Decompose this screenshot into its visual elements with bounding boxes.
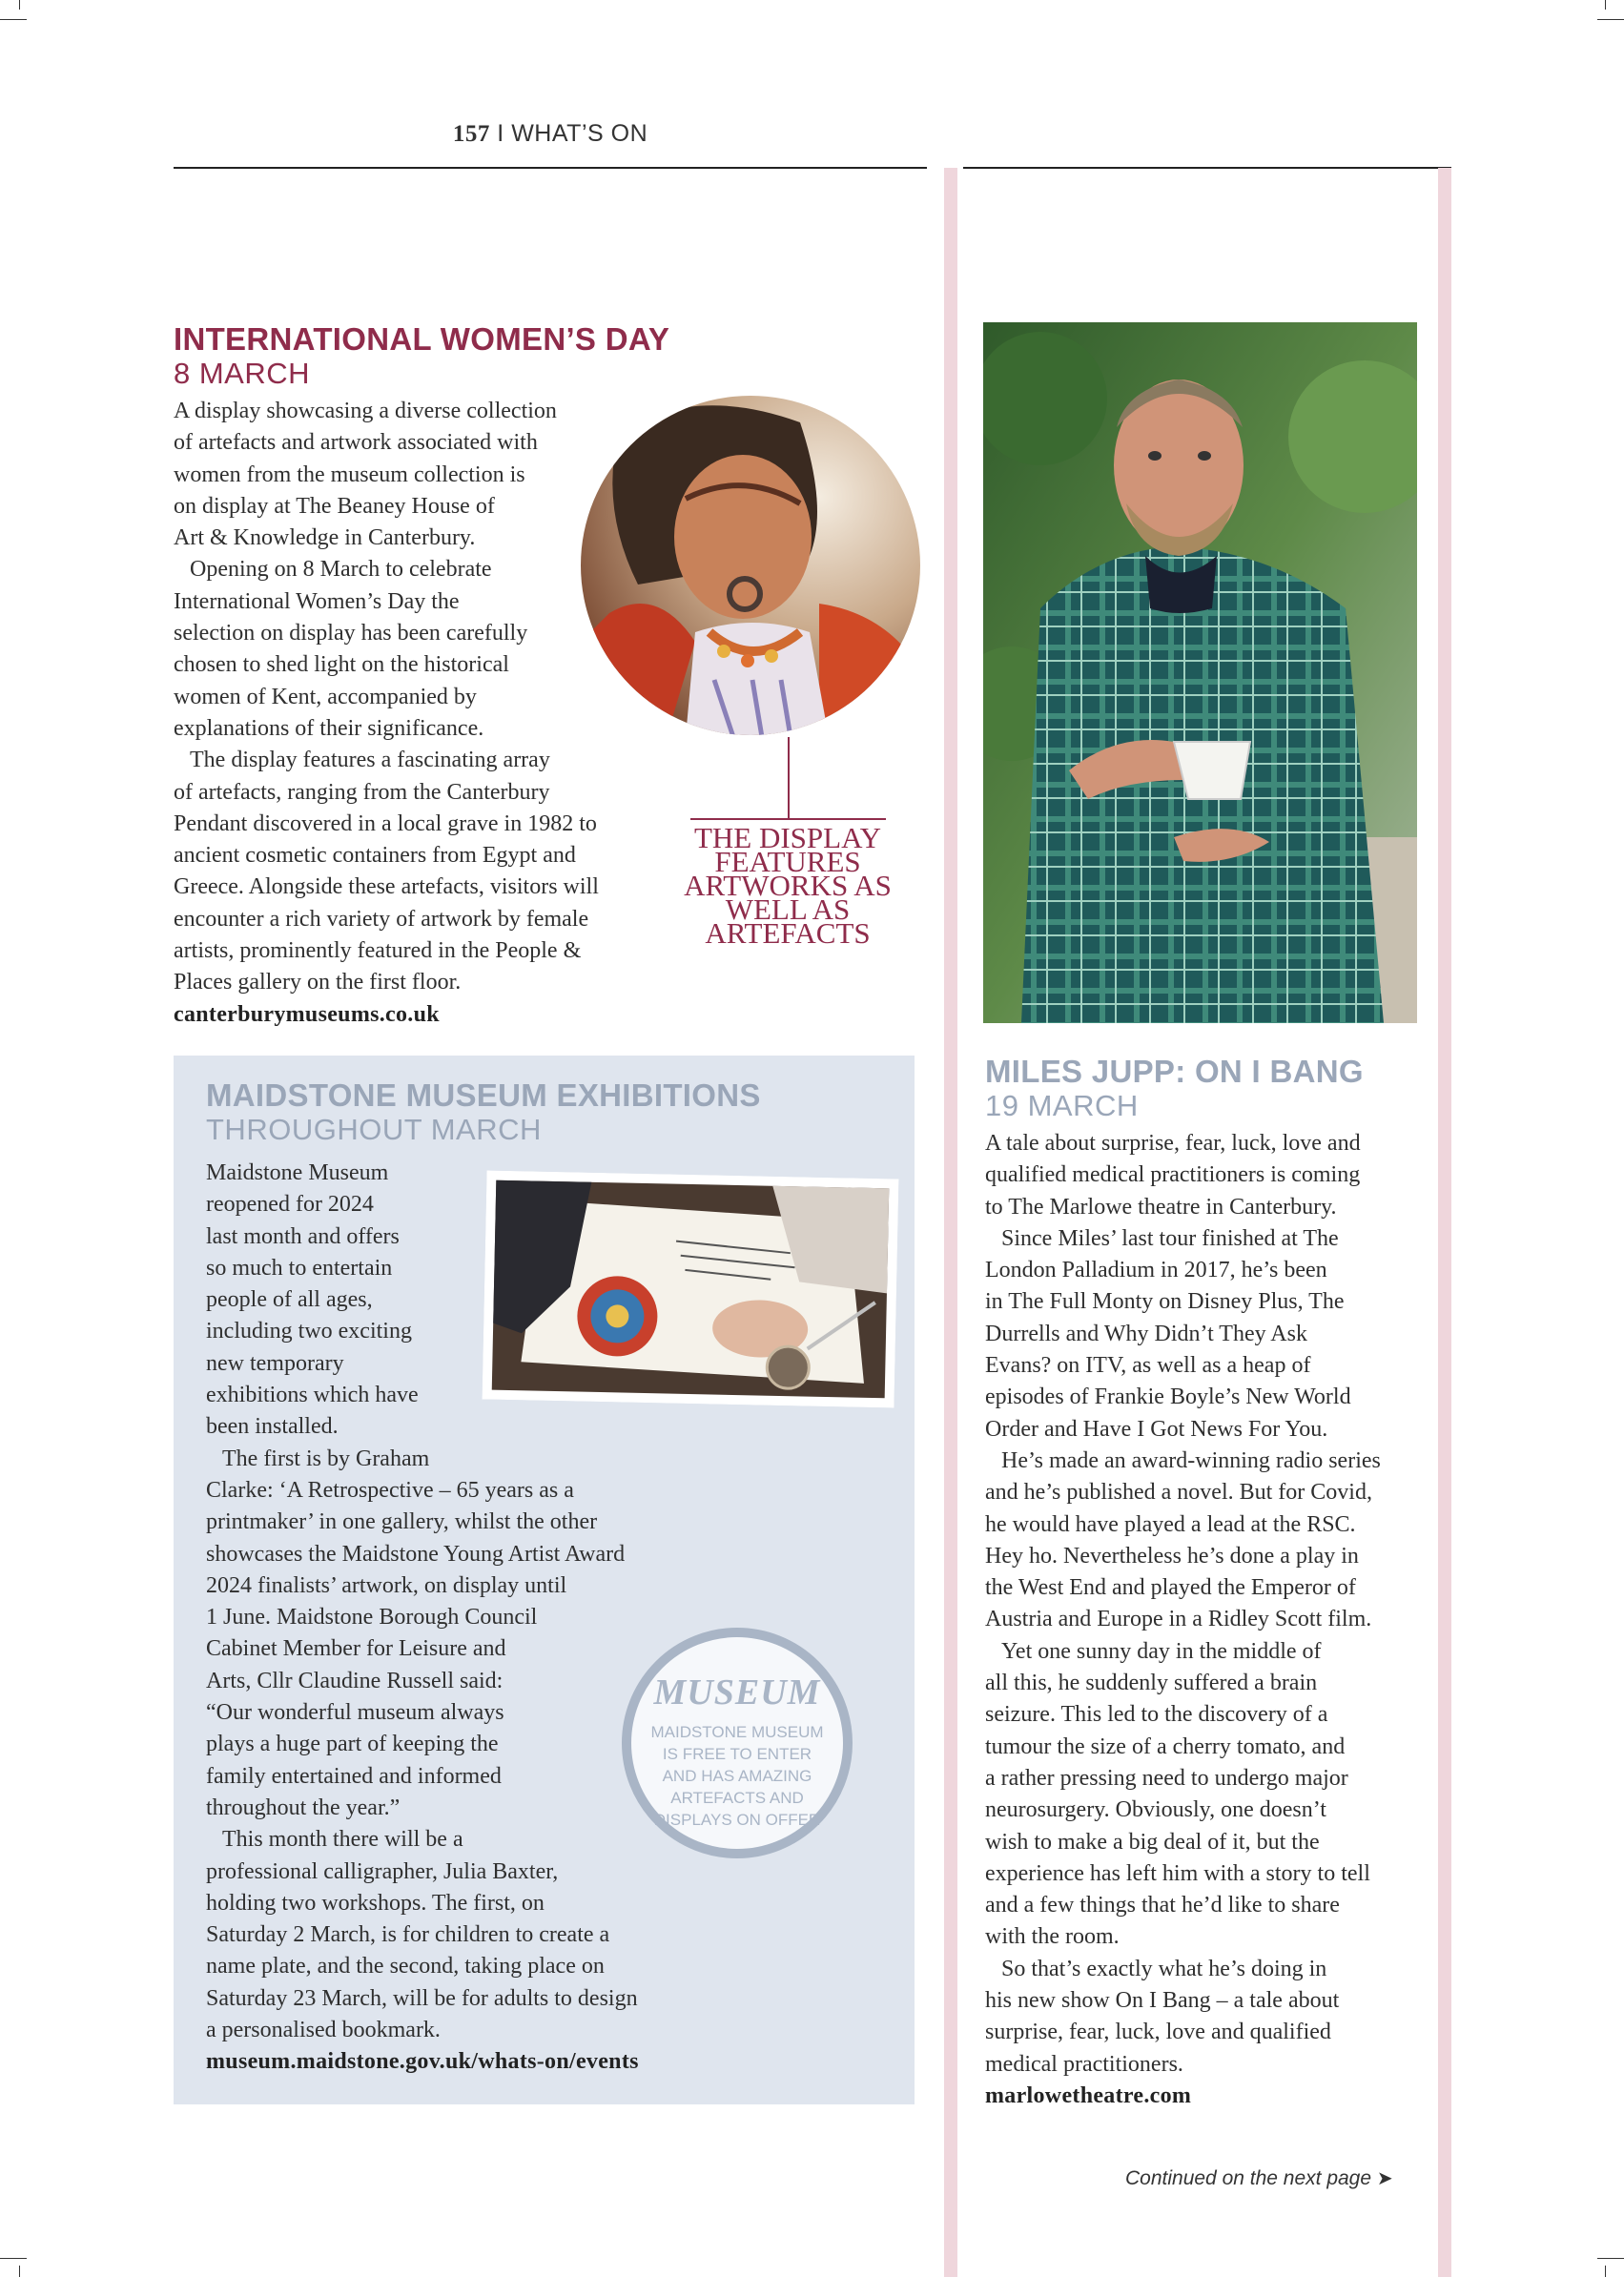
text-line: Arts, Cllr Claudine Russell said: [206, 1668, 504, 1693]
arrow-right-icon: ➤ [1376, 2168, 1393, 2189]
text-line: people of all ages, [206, 1287, 373, 1313]
text-line: new temporary [206, 1350, 344, 1376]
text-line: Places gallery on the first floor. [174, 970, 462, 995]
text-line: name plate, and the second, taking place on [206, 1954, 605, 1980]
crop-mark [0, 19, 27, 20]
text-line: in The Full Monty on Disney Plus, The [985, 1289, 1345, 1315]
text-line: plays a huge part of keeping the [206, 1732, 499, 1757]
text-line: Austria and Europe in a Ridley Scott film. [985, 1607, 1372, 1632]
crop-mark [1605, 2266, 1606, 2277]
text-line: selection on display has been carefully [174, 621, 528, 646]
text-line: ancient cosmetic containers from Egypt and [174, 843, 576, 869]
miles-heading [985, 1054, 1364, 1122]
painting-image [581, 394, 921, 737]
text-line: explanations of their significance. [174, 715, 484, 741]
text-line: A display showcasing a diverse collection [174, 399, 557, 423]
text-line: Clarke: ‘A Retrospective – 65 years as a [206, 1477, 574, 1503]
iwd-title: INTERNATIONAL WOMEN’S DAY [174, 321, 670, 357]
crop-mark [1597, 19, 1624, 20]
text-line: Greece. Alongside these artefacts, visitors will [174, 874, 599, 900]
text-line: Evans? on ITV, as well as a heap of [985, 1353, 1311, 1379]
text-line: a personalised bookmark. [206, 2018, 441, 2043]
pullquote-connector [788, 737, 790, 818]
text-line: a rather pressing need to undergo major [985, 1765, 1348, 1791]
iwd-heading [174, 321, 669, 390]
text-line: Yet one sunny day in the middle of [1001, 1638, 1322, 1664]
text-line: holding two workshops. The first, on [206, 1890, 545, 1916]
text-line: of artefacts, ranging from the Canterbury [174, 779, 550, 805]
museum-badge [622, 1628, 853, 1858]
text-line: International Women’s Day the [174, 588, 460, 614]
text-line: showcases the Maidstone Young Artist Award [206, 1541, 626, 1567]
text-line: surprise, fear, luck, love and qualified [985, 2020, 1331, 2045]
text-line: printmaker’ in one gallery, whilst the other [206, 1509, 598, 1535]
text-line: and he’s published a novel. But for Covid, [985, 1480, 1372, 1506]
text-line: The first is by Graham [222, 1446, 430, 1471]
pullquote-rule [690, 818, 886, 820]
column-border-right [1438, 168, 1451, 2277]
crop-mark [0, 2258, 27, 2259]
crop-mark [19, 2266, 20, 2277]
crop-mark [1597, 2258, 1624, 2259]
maidstone-heading [206, 1077, 761, 1146]
pullquote: THE DISPLAY FEATURES ARTWORKS AS WELL AS ARTEFACTS [684, 821, 892, 950]
text-line: family entertained and informed [206, 1763, 502, 1789]
text-line: medical practitioners. [985, 2051, 1183, 2077]
continued-text: Continued on the next page [1125, 2167, 1372, 2189]
text-line: all this, he suddenly suffered a brain [985, 1671, 1318, 1696]
text-line: last month and offers [206, 1223, 400, 1249]
miles-paragraph-5 [985, 1954, 1433, 2081]
text-line: qualified medical practitioners is coming [985, 1162, 1361, 1188]
maidstone-date: THROUGHOUT MARCH [206, 1113, 542, 1146]
iwd-date: 8 MARCH [174, 357, 311, 390]
crop-mark [19, 0, 20, 10]
text-line: A tale about surprise, fear, luck, love and [985, 1131, 1361, 1156]
header-rule [174, 167, 927, 169]
text-line: the West End and played the Emperor of [985, 1575, 1356, 1601]
text-line: women from the museum collection is [174, 462, 525, 487]
text-line: Hey ho. Nevertheless he’s done a play in [985, 1543, 1359, 1569]
page-header [174, 120, 927, 148]
text-line: his new show On I Bang – a tale about [985, 1988, 1340, 2014]
text-line: 2024 finalists’ artwork, on display until [206, 1572, 567, 1598]
miles-body [985, 1128, 1433, 2112]
miles-jupp-photo [983, 322, 1417, 1023]
text-line: He’s made an award-winning radio series [1001, 1447, 1381, 1473]
column-border-left [944, 168, 957, 2277]
text-line: exhibitions which have [206, 1383, 419, 1408]
text-line: Art & Knowledge in Canterbury. [174, 525, 476, 551]
text-line: experience has left him with a story to tell [985, 1860, 1370, 1886]
text-line: The display features a fascinating array [190, 748, 550, 773]
text-line: artists, prominently featured in the People & [174, 938, 582, 964]
text-line: neurosurgery. Obviously, one doesn’t [985, 1797, 1326, 1823]
text-line: Opening on 8 March to celebrate [190, 557, 492, 583]
text-line: Saturday 23 March, will be for adults to design [206, 1985, 638, 2011]
text-line: This month there will be a [222, 1827, 463, 1853]
maidstone-paragraph-1 [206, 1158, 874, 1444]
text-line: on display at The Beaney House of [174, 493, 495, 519]
text-line: Cabinet Member for Leisure and [206, 1636, 506, 1662]
badge-title: MUSEUM [653, 1672, 821, 1713]
badge-text: MAIDSTONE MUSEUM IS FREE TO ENTER AND HAS AMAZING ARTEFACTS AND DISPLAYS ON OFFER [650, 1723, 824, 1829]
text-line: throughout the year.” [206, 1795, 401, 1820]
text-line: chosen to shed light on the historical [174, 652, 509, 678]
text-line: to The Marlowe theatre in Canterbury. [985, 1194, 1337, 1220]
miles-title: MILES JUPP: ON I BANG [985, 1054, 1364, 1089]
maidstone-paragraph-3 [206, 1824, 874, 2046]
miles-paragraph-4 [985, 1636, 1433, 1954]
text-line: been installed. [206, 1414, 339, 1440]
text-line: including two exciting [206, 1319, 412, 1344]
miles-link[interactable]: marlowetheatre.com [985, 2082, 1192, 2108]
iwd-paragraph-3 [174, 745, 669, 998]
maidstone-link[interactable]: museum.maidstone.gov.uk/whats-on/events [206, 2049, 639, 2075]
text-line: London Palladium in 2017, he’s been [985, 1258, 1327, 1283]
text-line: Saturday 2 March, is for children to create a [206, 1922, 610, 1948]
header-rule-right [963, 167, 1451, 169]
text-line: 1 June. Maidstone Borough Council [206, 1605, 538, 1631]
iwd-link[interactable]: canterburymuseums.co.uk [174, 1001, 440, 1027]
page-number: 157 [452, 121, 490, 147]
maidstone-body [206, 1158, 874, 2079]
continued-note[interactable] [1125, 2166, 1393, 2190]
text-line: encounter a rich variety of artwork by female [174, 906, 589, 932]
text-line: and a few things that he’d like to share [985, 1893, 1340, 1918]
miles-date: 19 MARCH [985, 1089, 1139, 1122]
text-line: episodes of Frankie Boyle’s New World [985, 1385, 1351, 1410]
text-line: seizure. This led to the discovery of a [985, 1702, 1328, 1728]
text-line: Order and Have I Got News For You. [985, 1416, 1328, 1442]
section-title: WHAT’S ON [511, 120, 648, 147]
text-line: professional calligrapher, Julia Baxter, [206, 1858, 559, 1884]
text-line: of artefacts and artwork associated with [174, 430, 538, 456]
text-line: he would have played a lead at the RSC. [985, 1511, 1356, 1537]
text-line: women of Kent, accompanied by [174, 684, 477, 709]
text-line: So that’s exactly what he’s doing in [1001, 1956, 1327, 1981]
text-line: tumour the size of a cherry tomato, and [985, 1733, 1346, 1759]
text-line: reopened for 2024 [206, 1192, 374, 1218]
text-line: wish to make a big deal of it, but the [985, 1829, 1320, 1855]
text-line: Maidstone Museum [206, 1160, 389, 1185]
miles-paragraph-3 [985, 1446, 1433, 1636]
maidstone-title: MAIDSTONE MUSEUM EXHIBITIONS [206, 1077, 761, 1113]
text-line: Durrells and Why Didn’t They Ask [985, 1321, 1307, 1346]
text-line: “Our wonderful museum always [206, 1700, 504, 1726]
text-line: Since Miles’ last tour finished at The [1001, 1225, 1339, 1251]
miles-paragraph-2 [985, 1223, 1433, 1446]
text-line: with the room. [985, 1924, 1120, 1950]
text-line: Pendant discovered in a local grave in 1982 to [174, 810, 597, 836]
miles-paragraph-1 [985, 1128, 1433, 1223]
header-separator: I [489, 120, 512, 147]
crop-mark [1605, 0, 1606, 10]
text-line: so much to entertain [206, 1255, 393, 1281]
